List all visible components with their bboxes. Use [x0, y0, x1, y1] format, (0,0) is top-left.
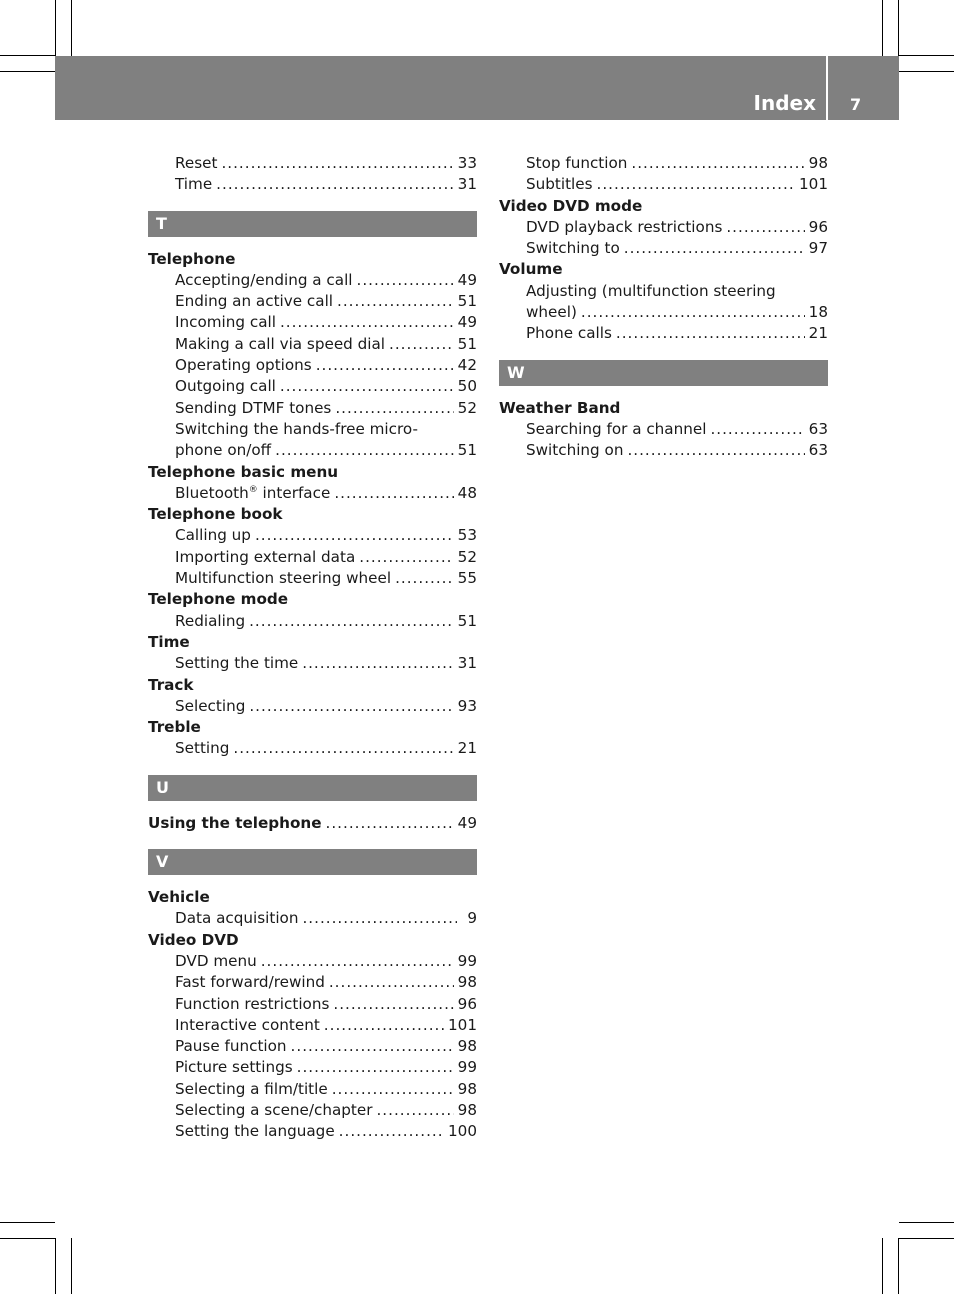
dot-leader: [297, 1057, 454, 1078]
index-subentry: [148, 376, 477, 397]
dot-leader: [333, 994, 453, 1015]
dot-leader: [316, 355, 454, 376]
page-reference: 100: [448, 1122, 477, 1141]
index-subentry: [499, 440, 828, 461]
dot-leader: [291, 1036, 454, 1057]
entry-label: [175, 653, 298, 674]
entry-label-text: Picture settings: [175, 1058, 293, 1077]
page-reference: 55: [457, 569, 477, 588]
page-reference: 98: [457, 1079, 477, 1098]
index-subentry: [148, 1057, 477, 1078]
dot-leader: [339, 1121, 444, 1142]
page-reference: 98: [457, 1037, 477, 1056]
page-reference: 101: [448, 1015, 477, 1034]
page-reference: 51: [457, 611, 477, 630]
section-letter-w: W: [499, 360, 828, 386]
entry-label-text: Phone calls: [526, 324, 612, 343]
entry-label-text: Pause function: [175, 1037, 287, 1056]
dot-leader: [627, 440, 804, 461]
dot-leader: [280, 376, 454, 397]
index-subentry: [148, 547, 477, 568]
entry-label-text: Reset: [175, 154, 218, 172]
crop-mark: [899, 1238, 954, 1239]
page-reference: 63: [808, 419, 828, 438]
entry-label-text: Fast forward/rewind: [175, 973, 325, 992]
index-heading: Vehicle: [148, 888, 210, 907]
entry-label: [175, 738, 229, 759]
dot-leader: [324, 1015, 444, 1036]
entry-label-text: Subtitles: [526, 175, 593, 194]
page-reference: 53: [457, 526, 477, 545]
entry-label: [175, 525, 251, 546]
page-reference: 98: [457, 1100, 477, 1119]
entry-label-text: Time: [175, 175, 213, 194]
dot-leader: [376, 1100, 453, 1121]
entry-label: [175, 440, 271, 461]
page-reference: 31: [457, 654, 477, 673]
index-column-right: [499, 153, 828, 462]
index-section: [499, 360, 828, 462]
index-subentry: [499, 174, 828, 195]
index-subentry: [148, 483, 477, 504]
index-subentry: [499, 302, 828, 323]
index-subentry: [148, 951, 477, 972]
entry-label: [175, 1121, 335, 1142]
page-reference: 99: [457, 951, 477, 970]
index-subentry: [148, 994, 477, 1015]
page-header: [55, 56, 899, 120]
entry-label-text: Multifunction steering wheel: [175, 569, 392, 588]
dot-leader: [710, 419, 804, 440]
entry-label-text: Ending an active call: [175, 292, 334, 311]
crop-mark: [55, 1238, 56, 1294]
index-subentry: [148, 1121, 477, 1142]
entry-label-text: Stop function: [526, 154, 628, 172]
index-subentry: [148, 696, 477, 717]
dot-leader: [249, 611, 454, 632]
entry-label: [175, 1036, 287, 1057]
dot-leader: [261, 951, 454, 972]
entry-label-text: DVD playback restrictions: [526, 217, 723, 236]
entry-label-text: DVD menu: [175, 951, 257, 970]
index-subentry: [148, 398, 477, 419]
index-subentry: [148, 312, 477, 333]
index-section: [148, 211, 477, 760]
entry-label: [526, 217, 722, 238]
entry-label: [175, 1015, 320, 1036]
entry-label: [175, 994, 329, 1015]
page-reference: 63: [808, 441, 828, 460]
entry-label-text: Setting the language: [175, 1122, 335, 1141]
dot-leader: [597, 174, 795, 195]
index-subentry: [148, 1036, 477, 1057]
index-subentry: [499, 238, 828, 259]
page-reference: 31: [457, 175, 477, 194]
index-subentry: [148, 568, 477, 589]
entry-label: [175, 174, 212, 195]
entry-label-text: Outgoing call: [175, 377, 276, 396]
index-heading: Time: [148, 632, 190, 651]
index-subentry-text: Switching the hands-free micro-: [175, 419, 418, 438]
page-reference: 9: [467, 909, 477, 928]
page-reference: 96: [808, 217, 828, 236]
page-reference: 52: [457, 398, 477, 417]
entry-label: [175, 568, 391, 589]
index-subentry: [148, 1079, 477, 1100]
entry-label-text: Setting: [175, 739, 230, 758]
dot-leader: [302, 908, 457, 929]
entry-label: [526, 419, 706, 440]
page-reference: 99: [457, 1058, 477, 1077]
page-reference: 33: [457, 154, 477, 172]
dot-leader: [616, 323, 805, 344]
entry-label: [526, 238, 620, 259]
dot-leader: [221, 153, 453, 174]
dot-leader: [357, 270, 454, 291]
entry-label-text: Redialing: [175, 611, 246, 630]
crop-mark: [71, 1238, 72, 1294]
index-heading: Weather Band: [499, 398, 621, 417]
entry-label-text: Searching for a channel: [526, 419, 707, 438]
header-divider: [826, 56, 828, 120]
dot-leader: [302, 653, 453, 674]
dot-leader: [329, 972, 454, 993]
index-subentry: [148, 1015, 477, 1036]
entry-label: [175, 547, 355, 568]
index-subentry: [148, 291, 477, 312]
entry-label-text: Selecting a film/title: [175, 1079, 328, 1098]
entry-label-text-after: interface: [257, 483, 331, 502]
dot-leader: [332, 1079, 454, 1100]
index-subentry: [499, 323, 828, 344]
crop-mark: [0, 1238, 55, 1239]
page-reference: 51: [457, 441, 477, 460]
index-section: [499, 153, 828, 345]
index-subentry: [148, 355, 477, 376]
entry-label: [175, 696, 245, 717]
section-letter-v: V: [148, 849, 477, 875]
index-subentry: [148, 908, 477, 929]
index-subentry: [148, 1100, 477, 1121]
dot-leader: [249, 696, 453, 717]
dot-leader: [726, 217, 804, 238]
index-subentry-text: Adjusting (multifunction steering: [526, 281, 776, 300]
entry-label: [526, 440, 623, 461]
entry-label-text: Making a call via speed dial: [175, 334, 386, 353]
section-letter-t: T: [148, 211, 477, 237]
entry-label-text: Using the telephone: [148, 813, 322, 832]
index-column-left: [148, 153, 477, 1143]
dot-leader: [275, 440, 454, 461]
dot-leader: [395, 568, 454, 589]
page-reference: 50: [457, 377, 477, 396]
crop-mark: [899, 71, 954, 72]
dot-leader: [216, 174, 454, 195]
crop-mark: [882, 0, 883, 56]
entry-label: [175, 153, 217, 174]
dot-leader: [337, 291, 454, 312]
dot-leader: [631, 153, 804, 174]
index-subentry: [148, 334, 477, 355]
page-reference: 101: [799, 175, 828, 194]
page-reference: 49: [457, 813, 477, 832]
entry-label: [175, 1057, 293, 1078]
index-heading: Treble: [148, 718, 201, 737]
page-reference: 98: [457, 973, 477, 992]
index-subentry: [148, 611, 477, 632]
entry-label: [175, 398, 331, 419]
entry-label: [526, 323, 612, 344]
entry-label-text: phone on/off: [175, 441, 272, 460]
entry-label-text: Bluetooth: [175, 483, 249, 502]
page-reference: 49: [457, 313, 477, 332]
page-reference: 48: [457, 483, 477, 502]
crop-mark: [0, 1222, 55, 1223]
section-letter-u: U: [148, 775, 477, 801]
entry-label: [175, 1079, 328, 1100]
index-section: [148, 775, 477, 834]
crop-mark: [899, 1222, 954, 1223]
registered-mark: ®: [248, 484, 258, 495]
index-heading: Video DVD: [148, 930, 239, 949]
page-reference: 96: [457, 994, 477, 1013]
page-reference: 93: [457, 696, 477, 715]
dot-leader: [624, 238, 805, 259]
entry-label-text: Calling up: [175, 526, 251, 545]
index-subentry: [148, 440, 477, 461]
entry-label: [175, 376, 276, 397]
page-title: Index: [753, 91, 816, 115]
entry-label-text: Interactive content: [175, 1015, 320, 1034]
index-subentry: [499, 217, 828, 238]
entry-label-text: Setting the time: [175, 654, 299, 673]
entry-label-text: wheel): [526, 303, 577, 322]
page-reference: 98: [808, 154, 828, 172]
entry-label-text: Selecting a scene/chapter: [175, 1100, 373, 1119]
entry-label: [175, 908, 298, 929]
entry-label-text: Function restrictions: [175, 994, 330, 1013]
entry-label: [526, 302, 577, 323]
entry-label-text: Switching to: [526, 239, 620, 258]
entry-label: [175, 1100, 372, 1121]
index-heading: Volume: [499, 260, 563, 279]
page-reference: 42: [457, 356, 477, 375]
dot-leader: [280, 312, 454, 333]
index-subentry: [499, 153, 828, 174]
entry-label-text: Importing external data: [175, 547, 356, 566]
dot-leader: [359, 547, 453, 568]
dot-leader: [335, 398, 453, 419]
entry-label: [526, 153, 627, 174]
crop-mark: [899, 55, 954, 56]
entry-label: [175, 355, 312, 376]
entry-label: [526, 174, 593, 195]
page-number: 7: [850, 95, 862, 114]
crop-mark: [898, 0, 899, 56]
index-subentry: [148, 153, 477, 174]
index-subentry: [499, 419, 828, 440]
entry-label-text: Sending DTMF tones: [175, 398, 332, 417]
index-heading: Track: [148, 675, 194, 694]
dot-leader: [255, 525, 454, 546]
index-subentry: [148, 525, 477, 546]
entry-label-text: Data acquisition: [175, 909, 299, 928]
entry-label: [175, 951, 257, 972]
index-heading: Telephone book: [148, 505, 283, 524]
entry-label: [175, 334, 385, 355]
index-section: [148, 849, 477, 1143]
crop-mark: [0, 55, 55, 56]
dot-leader: [326, 813, 454, 834]
page-reference: 52: [457, 547, 477, 566]
dot-leader: [233, 738, 453, 759]
index-heading: Telephone mode: [148, 590, 289, 609]
page-reference: 97: [808, 239, 828, 258]
page-reference: 49: [457, 270, 477, 289]
index-subentry: [148, 972, 477, 993]
entry-label-text: Selecting: [175, 696, 246, 715]
page-reference: 21: [457, 739, 477, 758]
entry-label-text: Switching on: [526, 441, 624, 460]
index-heading-entry: [148, 813, 477, 834]
index-section: [148, 153, 477, 196]
crop-mark: [71, 0, 72, 56]
entry-label: [148, 813, 322, 834]
entry-label: [175, 291, 333, 312]
entry-label-text: Operating options: [175, 356, 312, 375]
index-subentry: [148, 270, 477, 291]
entry-label: [175, 312, 276, 333]
index-heading: Telephone: [148, 249, 236, 268]
entry-label-text: Incoming call: [175, 313, 276, 332]
index-subentry: [148, 653, 477, 674]
page-reference: 18: [808, 303, 828, 322]
index-heading: Telephone basic menu: [148, 462, 339, 481]
index-heading: Video DVD mode: [499, 196, 643, 215]
entry-label: [175, 972, 325, 993]
dot-leader: [334, 483, 453, 504]
entry-label-text: Accepting/ending a call: [175, 270, 353, 289]
entry-label: [175, 483, 330, 504]
entry-label: [175, 270, 353, 291]
crop-mark: [882, 1238, 883, 1294]
index-subentry: [148, 738, 477, 759]
page-reference: 51: [457, 292, 477, 311]
crop-mark: [0, 71, 55, 72]
crop-mark: [55, 0, 56, 56]
dot-leader: [389, 334, 454, 355]
page-reference: 51: [457, 334, 477, 353]
page-reference: 21: [808, 324, 828, 343]
entry-label: [175, 611, 245, 632]
dot-leader: [581, 302, 805, 323]
crop-mark: [898, 1238, 899, 1294]
index-subentry: [148, 174, 477, 195]
